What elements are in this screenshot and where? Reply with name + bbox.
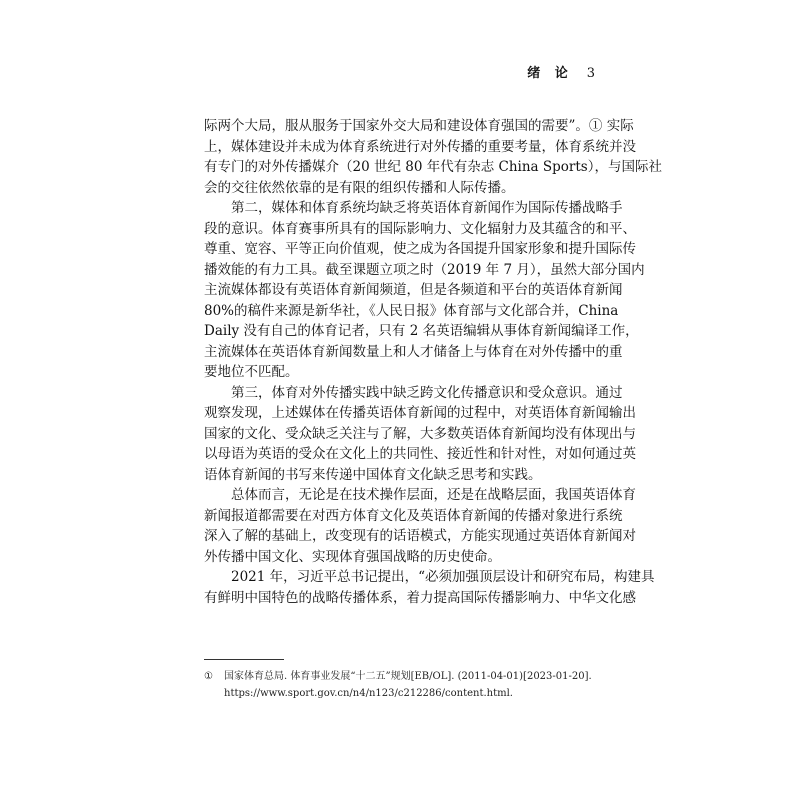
chapter-title: 绪 论 xyxy=(527,66,573,81)
paragraph-start-line: 第三，体育对外传播实践中缺乏跨文化传播意识和受众意识。通过 xyxy=(231,384,623,401)
footnote-mark: ① xyxy=(204,671,213,682)
text-line: 深入了解的基础上，改变现有的话语模式，方能实现通过英语体育新闻对 xyxy=(204,528,636,544)
page-number: 3 xyxy=(586,66,596,81)
text-line: 有鲜明中国特色的战略传播体系，着力提高国际传播影响力、中华文化感 xyxy=(204,589,636,606)
text-line: 上，媒体建设并未成为体育系统进行对外传播的重要考量，体育系统并没 xyxy=(204,138,636,155)
text-line: 80%的稿件来源是新华社，《人民日报》体育部与文化部合并，China xyxy=(204,302,619,319)
paragraph-start-line: 第二，媒体和体育系统均缺乏将英语体育新闻作为国际传播战略手 xyxy=(231,200,623,216)
text-line: 新闻报道都需要在对西方体育文化及英语体育新闻的传播对象进行系统 xyxy=(204,507,623,524)
text-line: 观察发现，上述媒体在传播英语体育新闻的过程中，对英语体育新闻输出 xyxy=(204,405,636,421)
text-line: 际两个大局，服从服务于国家外交大局和建设体育强国的需要”。① 实际 xyxy=(204,118,634,134)
paragraph-start-line: 总体而言，无论是在技术操作层面，还是在战略层面，我国英语体育 xyxy=(231,487,636,503)
text-line: 有专门的对外传播媒介（20 世纪 80 年代有杂志 China Sports），与国际社 xyxy=(204,159,662,175)
text-line: 播效能的有力工具。截至课题立项之时（2019 年 7 月），虽然大部分国内 xyxy=(204,261,645,278)
footnote-divider xyxy=(204,659,284,660)
footnote-citation: 国家体育总局. 体育事业发展“十二五”规划[EB/OL]. (2011-04-01)[2023-01-20]. xyxy=(224,671,592,682)
text-line: 外传播中国文化、实现体育强国战略的历史使命。 xyxy=(204,548,501,565)
text-line: Daily 没有自己的体育记者，只有 2 名英语编辑从事体育新闻编译工作， xyxy=(204,323,639,339)
text-line: 语体育新闻的书写来传递中国体育文化缺乏思考和实践。 xyxy=(204,466,542,483)
footnote xyxy=(204,668,604,702)
text-line: 主流媒体都设有英语体育新闻频道，但是各频道和平台的英语体育新闻 xyxy=(204,282,623,298)
text-line: 段的意识。体育赛事所具有的国际影响力、文化辐射力及其蕴含的和平、 xyxy=(204,220,636,237)
paragraph-start-line: 2021 年，习近平总书记提出，“必须加强顶层设计和研究布局，构建具 xyxy=(231,569,655,585)
body-text xyxy=(204,116,662,608)
text-line: 以母语为英语的受众在文化上的共同性、接近性和针对性，对如何通过英 xyxy=(204,446,636,462)
text-line: 会的交往依然依靠的是有限的组织传播和人际传播。 xyxy=(204,179,515,196)
text-line: 国家的文化、受众缺乏关注与了解，大多数英语体育新闻均没有体现出与 xyxy=(204,425,636,442)
running-header xyxy=(527,62,596,81)
text-line: 要地位不匹配。 xyxy=(204,364,299,380)
footnote-url: https://www.sport.gov.cn/n4/n123/c212286/content.html. xyxy=(224,688,513,699)
text-line: 主流媒体在英语体育新闻数量上和人才储备上与体育在对外传播中的重 xyxy=(204,343,623,360)
text-line: 尊重、宽容、平等正向价值观，使之成为各国提升国家形象和提升国际传 xyxy=(204,241,636,257)
